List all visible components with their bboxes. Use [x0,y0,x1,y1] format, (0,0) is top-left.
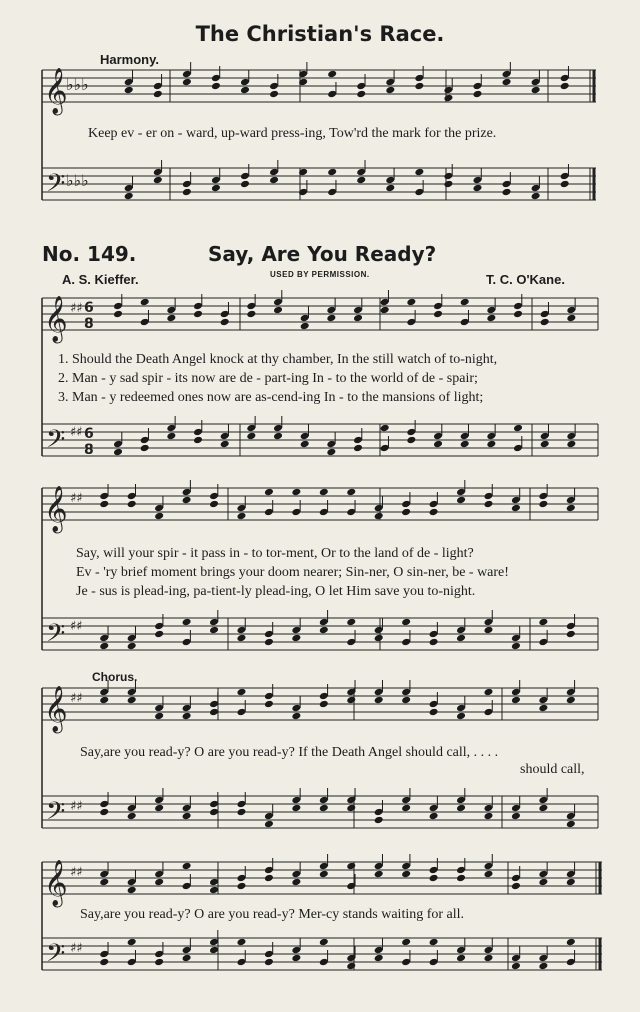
note-head [291,712,301,721]
note-head [300,322,310,331]
note-head [127,642,137,651]
note-head [429,812,439,821]
note-head [154,512,164,521]
note-head [269,90,279,99]
note-head [140,444,150,453]
author-left: A. S. Kieffer. [62,272,139,287]
note-head [236,634,246,643]
bass-clef-icon: 𝄢 [46,169,66,204]
note-head [264,638,274,647]
note-head [326,448,336,457]
staff-system-1-treble [42,70,596,102]
note-head [264,700,274,709]
note-head [154,712,164,721]
note-head [566,938,576,947]
svg-text:𝄢: 𝄢 [46,939,66,974]
note-head [99,808,109,817]
note-head [236,882,246,891]
note-head [154,630,164,639]
note-head [124,86,134,95]
verse-lyric-1-3: 3. Man - y redeemed ones now are as-cend-ing In - to the mansions of light; [58,390,484,405]
note-head [193,436,203,445]
note-head [566,504,576,513]
note-head [429,874,439,883]
note-head [353,314,363,323]
note-head [240,86,250,95]
note-head [380,306,390,315]
note-head [483,688,493,697]
chorus-label: Chorus. [92,670,138,684]
note-head [374,870,384,879]
note-head [264,820,274,829]
note-head [127,500,137,509]
note-head [99,642,109,651]
note-head [566,314,576,323]
note-head [264,874,274,883]
note-head [456,954,466,963]
note-head [538,804,548,813]
note-head [511,962,521,971]
note-head [209,886,219,895]
note-head [429,938,439,947]
svg-text:𝄢: 𝄢 [46,619,66,654]
author-right: T. C. O'Kane. [486,272,565,287]
note-head [113,448,123,457]
note-head [374,512,384,521]
note-head [483,954,493,963]
hymn-title-christians-race: The Christian's Race. [195,22,445,46]
note-head [236,688,246,697]
note-head [566,878,576,887]
hymn-title-say-are-you-ready: Say, Are You Ready? [208,242,437,266]
note-head [154,958,164,967]
note-head [513,310,523,319]
note-head [246,310,256,319]
note-head [346,962,356,971]
note-head [209,946,219,955]
svg-text:𝄞: 𝄞 [44,486,68,532]
note-head [273,306,283,315]
note-head [538,500,548,509]
note-head [291,878,301,887]
note-head [140,298,150,307]
note-head [209,500,219,509]
note-head [319,700,329,709]
note-head [236,938,246,947]
note-head [443,180,453,189]
note-head [182,812,192,821]
svg-text:♯♯: ♯♯ [70,691,83,706]
note-head [374,816,384,825]
verse-lyric-1-1: 1. Should the Death Angel knock at thy chamber, In the still watch of to-night, [58,352,498,367]
note-head [513,424,523,433]
note-head [566,630,576,639]
note-head [443,94,453,103]
note-head [326,314,336,323]
part-label-harmony: Harmony. [100,52,159,67]
note-head [166,314,176,323]
note-head [209,708,219,717]
note-head [380,424,390,433]
note-head [502,188,512,197]
note-head [538,962,548,971]
note-head [483,812,493,821]
permission-note: USED BY PERMISSION. [270,270,370,279]
note-head [486,314,496,323]
note-head [538,618,548,627]
note-head [182,496,192,505]
note-head [456,804,466,813]
note-head [472,90,482,99]
note-head [429,638,439,647]
note-head [433,310,443,319]
note-head [483,500,493,509]
note-head [211,184,221,193]
note-head [540,440,550,449]
lyric-line: Keep ev - er on - ward, up-ward press-ing, Tow'rd the mark for the prize. [88,126,497,141]
chorus-lyric-2: Say,are you read-y? O are you read-y? Mer-cy stands waiting for all. [80,907,465,922]
note-head [511,882,521,891]
note-head [113,310,123,319]
note-head [153,90,163,99]
note-head [401,804,411,813]
note-head [511,696,521,705]
note-head [560,180,570,189]
note-head [456,712,466,721]
note-head [291,804,301,813]
note-head [406,298,416,307]
chorus-echo: should call, [520,762,585,777]
note-head [154,804,164,813]
note-head [456,874,466,883]
svg-text:♯♯: ♯♯ [70,491,83,506]
note-head [209,808,219,817]
note-head [560,82,570,91]
flat-key-signature-icon: ♭♭♭ [66,75,89,94]
note-head [124,192,134,201]
verse-lyric-1-2: 2. Man - y sad spir - its now are de - part-ing In - to the world of de - spair; [58,371,478,386]
note-head [456,634,466,643]
note-head [166,432,176,441]
note-head [486,440,496,449]
note-head [193,310,203,319]
note-head [182,618,192,627]
note-head [319,938,329,947]
note-head [182,862,192,871]
note-head [401,870,411,879]
svg-text:♯♯: ♯♯ [70,425,83,440]
note-head [531,192,541,201]
note-head [264,488,274,497]
note-head [540,318,550,327]
time-signature-icon: 6 [84,300,94,316]
note-head [374,954,384,963]
note-head [273,432,283,441]
note-head [456,496,466,505]
note-head [154,878,164,887]
note-head [327,168,337,177]
note-head [220,440,230,449]
note-head [99,958,109,967]
note-head [511,504,521,513]
note-head [236,512,246,521]
note-head [538,878,548,887]
note-head [346,488,356,497]
note-head [460,298,470,307]
note-head [406,436,416,445]
note-head [127,812,137,821]
note-head [240,180,250,189]
svg-text:♯♯: ♯♯ [70,865,83,880]
note-head [346,862,356,871]
note-head [182,188,192,197]
note-head [291,488,301,497]
hymn-number: No. 149. [42,242,137,266]
note-head [99,696,109,705]
verse-lyric-2-3: Je - sus is plead-ing, pa-tient-ly plead-ing, O let Him save you to-night. [76,584,476,599]
note-head [211,82,221,91]
note-head [511,812,521,821]
note-head [319,488,329,497]
note-head [182,712,192,721]
note-head [346,618,356,627]
note-head [153,176,163,185]
note-head [264,958,274,967]
note-head [182,78,192,87]
note-head [429,708,439,717]
note-head [566,440,576,449]
note-head [401,938,411,947]
verse-lyric-2-2: Ev - 'ry brief moment brings your doom nearer; Sin-ner, O sin-ner, be - ware! [76,565,509,580]
note-head [356,176,366,185]
note-heads [99,62,576,970]
note-head [356,90,366,99]
note-head [566,696,576,705]
note-head [346,804,356,813]
note-head [472,184,482,193]
note-head [269,176,279,185]
note-head [429,508,439,517]
treble-clef-icon: 𝄞 [44,296,68,342]
svg-text:6: 6 [84,426,94,442]
note-head [385,184,395,193]
treble-clef-icon: 𝄞 [44,68,68,114]
svg-text:♭♭♭: ♭♭♭ [66,171,89,190]
note-head [99,500,109,509]
note-head [538,704,548,713]
bass-clef-icon: 𝄢 [46,425,66,460]
note-head [414,168,424,177]
svg-text:♯♯: ♯♯ [70,799,83,814]
note-head [414,82,424,91]
note-head [531,86,541,95]
note-head [511,642,521,651]
svg-text:8: 8 [84,316,94,332]
note-head [209,626,219,635]
sharp-key-signature-icon: ♯♯ [70,301,83,316]
note-head [374,634,384,643]
note-head [220,318,230,327]
note-head [401,508,411,517]
svg-text:𝄞: 𝄞 [44,860,68,906]
note-head [460,440,470,449]
note-head [319,804,329,813]
note-head [483,626,493,635]
note-head [127,886,137,895]
svg-text:♯♯: ♯♯ [70,619,83,634]
svg-text:𝄢: 𝄢 [46,797,66,832]
verse-lyric-2-1: Say, will your spir - it pass in - to tor-ment, Or to the land of de - light? [76,546,474,561]
note-head [433,440,443,449]
note-head [182,954,192,963]
note-head [566,820,576,829]
svg-text:♯♯: ♯♯ [70,941,83,956]
note-head [127,938,137,947]
svg-text:8: 8 [84,442,94,458]
note-head [346,696,356,705]
note-head [300,440,310,449]
note-head [353,444,363,453]
note-head [246,432,256,441]
note-head [99,878,109,887]
note-head [401,618,411,627]
note-head [319,870,329,879]
note-head [385,86,395,95]
note-head [502,78,512,87]
note-head [483,870,493,879]
chorus-lyric-1: Say,are you read-y? O are you read-y? If the Death Angel should call, . . . . [80,745,499,760]
note-head [401,696,411,705]
note-head [291,634,301,643]
note-head [327,70,337,79]
note-head [319,626,329,635]
note-head [291,954,301,963]
note-head [374,696,384,705]
svg-text:𝄞: 𝄞 [44,686,68,732]
note-head [236,808,246,817]
note-head [127,696,137,705]
